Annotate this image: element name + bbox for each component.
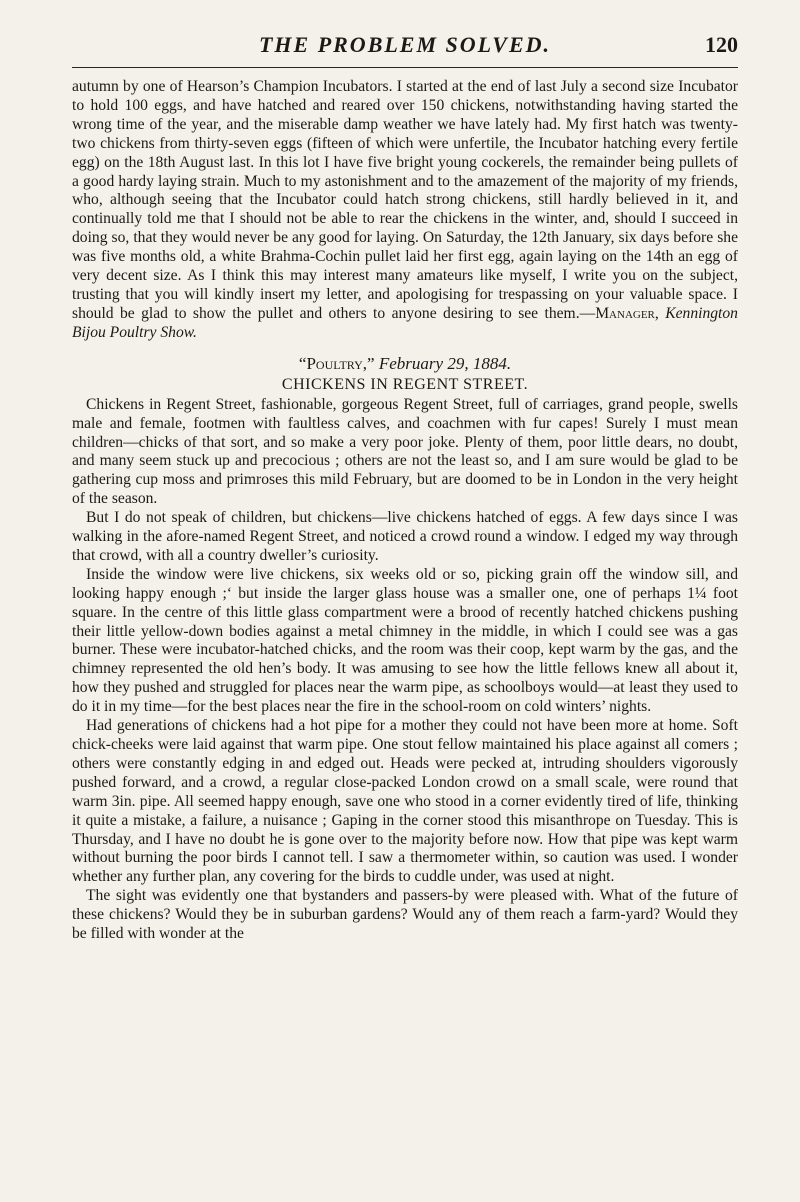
letter-text: autumn by one of Hearson’s Champion Incubators. I started at the end of last July a second size Incubator to hold 100 eggs, and have hatched and reared over 150 chickens, notwithstanding having started the wrong time of the year, and the miserable damp weather we have lately had. My first hatch was twenty-two chickens from thirty-seven eggs (fifteen of which were unfertile, the Incubator hatching every fertile egg) on the 18th August last. In this lot I have five bright young cockerels, the remainder being pullets of a good hardy laying strain. Much to my astonishment and to the amazement of the majority of my friends, who, although seeing that the Incubator could hatch strong chickens, still hardly believed in it, and continually told me that I should not be able to rear the chickens in the winter, and, should I succeed in doing so, that they would never be any good for laying. On Saturday, the 12th January, six days before she was five months old, a white Brahma-Cochin pullet laid her first egg, again laying on the 14th an egg of very decent size. As I think this may interest many amateurs like myself, I write you on the subject, trusting that you will kindly insert my letter, and apologising for trespassing on your valuable space. I should be glad to show the pullet and others to anyone desiring to see them.— bbox=[72, 78, 738, 322]
letter-signature: Manager, bbox=[595, 304, 659, 322]
letter-paragraph bbox=[72, 78, 738, 343]
article-paragraph: Inside the window were live chickens, six weeks old or so, picking grain off the window sill, and looking happy enough ;‘ but inside the larger glass house was a smaller one, one of perhaps 1¼ foot square. In the centre of this little glass compartment were a brood of recently hatched chickens pushing their little yellow-down bodies against a metal chimney in the middle, in which I could see was a gas burner. These were incubator-hatched chicks, and the room was their coop, kept warm by the gas, and the chimney represented the old hen’s body. It was amusing to see how the little fellows knew all about it, how they pushed and struggled for places near the warm pipe, as schoolboys would—at least they used to do it in my time—for the best places near the fire in the school-room on cold winters’ nights. bbox=[72, 565, 738, 716]
article-citation bbox=[72, 353, 738, 375]
publication-name: “Poultry,” bbox=[298, 353, 375, 373]
article-paragraph: Had generations of chickens had a hot pipe for a mother they could not have been more at home. Soft chick-cheeks were laid against that warm pipe. One stout fellow maintained his place against all comers ; others were constantly edging in and edged out. Heads were pecked at, intruding shoulders vigorously pushed forward, and a crowd, a regular close-packed London crowd on a small scale, were round that warm 3in. pipe. All seemed happy enough, save one who stood in a corner evidently tired of life, thinking it quite a mistake, a failure, a nuisance ; Gaping in the corner stood this misanthrope on Tuesday. This is Thursday, and I have no doubt he is gone over to the majority before now. How that pipe was kept warm without burning the poor birds I cannot tell. I saw a thermometer within, so caution was used. I wonder whether any further plan, any covering for the birds to cuddle under, was used at night. bbox=[72, 717, 738, 886]
article-paragraph: The sight was evidently one that bystanders and passers-by were pleased with. What of the future of these chickens? Would they be in suburban gardens? Would any of them reach a farm-yard? Would they be filled with wonder at the bbox=[72, 887, 738, 943]
article-paragraph: Chickens in Regent Street, fashionable, gorgeous Regent Street, full of carriages, grand people, swells male and female, footmen with faultless calves, and coachmen with fur capes! Surely I must mean children—chicks of that sort, and so make a very poor joke. Plenty of them, poor little dears, no doubt, and many seem stuck up and precocious ; others are not the least so, and I am sure would be glad to be gathering cup moss and primroses this mild February, but are doomed to be in London in the very height of the season. bbox=[72, 395, 738, 508]
article-paragraph: But I do not speak of children, but chickens—live chickens hatched of eggs. A few days since I was walking in the afore-named Regent Street, and noticed a crowd round a window. I edged my way through that crowd, with all a country dweller’s curiosity. bbox=[72, 509, 738, 564]
publication-date: February 29, 1884. bbox=[378, 353, 512, 373]
letter-source: Kennington Bijou Poultry Show. bbox=[72, 304, 738, 341]
page-header bbox=[72, 18, 738, 68]
running-title: THE PROBLEM SOLVED. bbox=[258, 32, 552, 57]
page-number: 120 bbox=[705, 32, 738, 57]
page-body bbox=[72, 78, 738, 944]
article-heading: CHICKENS IN REGENT STREET. bbox=[281, 375, 529, 393]
header-rule bbox=[72, 67, 738, 68]
